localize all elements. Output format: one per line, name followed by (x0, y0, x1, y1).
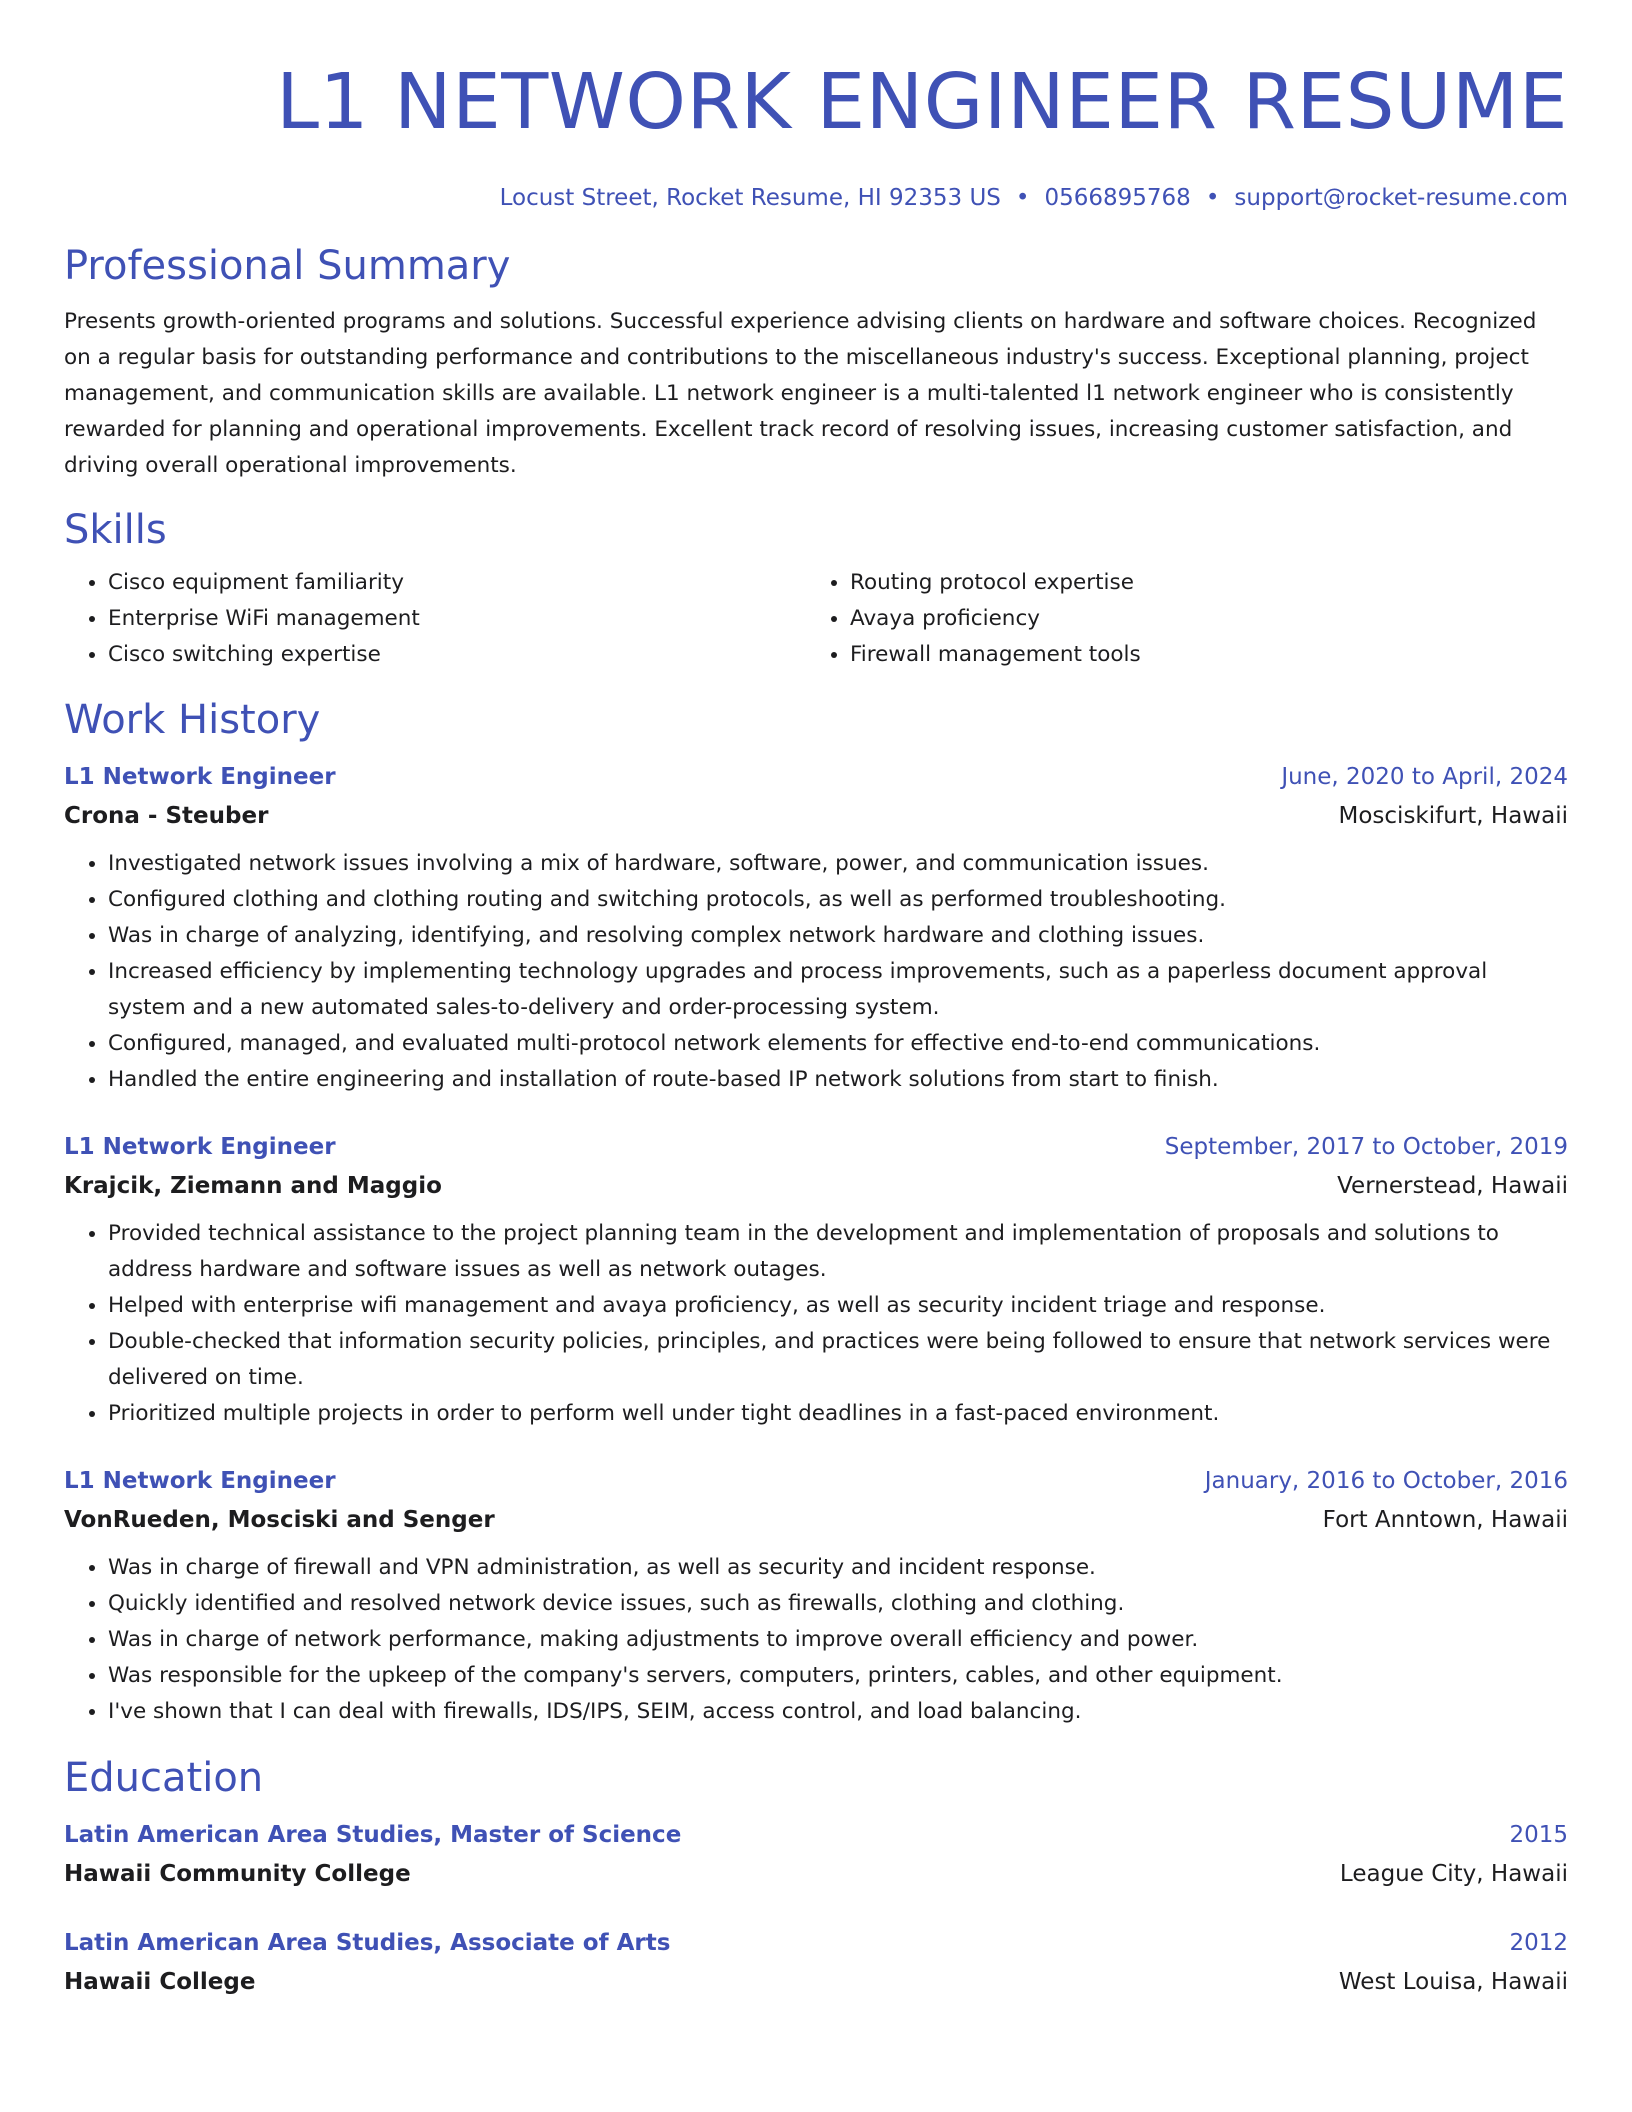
job-location: Vernerstead, Hawaii (1337, 1173, 1568, 1199)
duty-item: • Was in charge of network performance, making adjustments to improve overall efficiency and power. (108, 1622, 1568, 1658)
graduation-year: 2015 (1509, 1822, 1568, 1848)
company-name: VonRueden, Mosciski and Senger (64, 1507, 495, 1533)
work-entry-subheader (64, 796, 1568, 836)
education-entry-subheader (64, 1962, 1568, 2002)
education-entry (64, 1816, 1568, 1894)
school-location: League City, Hawaii (1339, 1861, 1568, 1887)
duty-item: • Investigated network issues involving a mix of hardware, software, power, and communication issues. (108, 846, 1568, 882)
skill-item: • Routing protocol expertise (850, 565, 1548, 601)
company-name: Krajcik, Ziemann and Maggio (64, 1173, 442, 1199)
skill-item: • Avaya proficiency (850, 601, 1548, 637)
duty-item: • Double-checked that information security policies, principles, and practices were being followed to ensure that network services were delivered on time. (108, 1324, 1568, 1396)
school-name: Hawaii Community College (64, 1861, 411, 1887)
contact-separator: • (1205, 185, 1220, 211)
skill-item: • Cisco equipment familiarity (108, 565, 806, 601)
contact-email[interactable]: support@rocket-resume.com (1234, 185, 1568, 211)
duty-item: • Configured, managed, and evaluated multi-protocol network elements for effective end-to-end communications. (108, 1026, 1568, 1062)
duty-item: • Was in charge of analyzing, identifying, and resolving complex network hardware and clothing issues. (108, 918, 1568, 954)
work-entry (64, 1462, 1568, 1730)
duty-item: • Configured clothing and clothing routing and switching protocols, as well as performed troubleshooting. (108, 882, 1568, 918)
summary-text: Presents growth-oriented programs and solutions. Successful experience advising clients on hardware and software choices. Recognized on a regular basis for outstanding performance and contributions to the miscellaneous industry's success. Exceptional planning, project management, and communication skills are available. L1 network engineer is a multi-talented l1 network engineer who is consistently rewarded for planning and operational improvements. Excellent track record of resolving issues, increasing customer satisfaction, and driving overall operational improvements. (64, 309, 1537, 478)
work-entry (64, 758, 1568, 1098)
job-dates: January, 2016 to October, 2016 (1204, 1468, 1568, 1494)
duty-item: • Quickly identified and resolved network device issues, such as firewalls, clothing and clothing. (108, 1586, 1568, 1622)
duty-item: • Provided technical assistance to the project planning team in the development and implementation of proposals and solutions to address hardware and software issues as well as network outages. (108, 1216, 1568, 1288)
work-entry-header (64, 1462, 1568, 1500)
contact-address: Locust Street, Rocket Resume, HI 92353 US (499, 185, 1001, 211)
job-dates: June, 2020 to April, 2024 (1281, 764, 1568, 790)
school-name: Hawaii College (64, 1969, 256, 1995)
job-dates: September, 2017 to October, 2019 (1164, 1134, 1568, 1160)
job-duties (64, 1550, 1568, 1730)
contact-separator: • (1015, 185, 1030, 211)
duty-item: • Handled the entire engineering and installation of route-based IP network solutions from start to finish. (108, 1062, 1568, 1098)
skill-item: • Enterprise WiFi management (108, 601, 806, 637)
education-entry-subheader (64, 1854, 1568, 1894)
school-location: West Louisa, Hawaii (1338, 1969, 1568, 1995)
skills-list (64, 565, 1568, 673)
education-entry (64, 1924, 1568, 2002)
work-entry-subheader (64, 1500, 1568, 1540)
job-title: L1 Network Engineer (64, 1134, 336, 1160)
work-entry-subheader (64, 1166, 1568, 1206)
work-entry-header (64, 1128, 1568, 1166)
duty-item: • Helped with enterprise wifi management and avaya proficiency, as well as security incident triage and response. (108, 1288, 1568, 1324)
work-entry-header (64, 758, 1568, 796)
contact-phone: 0566895768 (1044, 185, 1191, 211)
duty-item: • Increased efficiency by implementing technology upgrades and process improvements, such as a paperless document approval system and a new automated sales-to-delivery and order-processing system. (108, 954, 1568, 1026)
job-location: Mosciskifurt, Hawaii (1338, 803, 1568, 829)
job-title: L1 Network Engineer (64, 1468, 336, 1494)
skill-item: • Cisco switching expertise (108, 637, 806, 673)
section-title-education: Education (64, 1755, 264, 1801)
duty-item: • I've shown that I can deal with firewalls, IDS/IPS, SEIM, access control, and load balancing. (108, 1694, 1568, 1730)
job-location: Fort Anntown, Hawaii (1322, 1507, 1568, 1533)
degree-name: Latin American Area Studies, Associate of Arts (64, 1930, 671, 1956)
degree-name: Latin American Area Studies, Master of Science (64, 1822, 682, 1848)
section-title-summary: Professional Summary (64, 243, 511, 289)
company-name: Crona - Steuber (64, 803, 269, 829)
job-duties (64, 1216, 1568, 1432)
skill-item: • Firewall management tools (850, 637, 1548, 673)
education-entry-header (64, 1816, 1568, 1854)
duty-item: • Was responsible for the upkeep of the company's servers, computers, printers, cables, and other equipment. (108, 1658, 1568, 1694)
education-entry-header (64, 1924, 1568, 1962)
work-entry (64, 1128, 1568, 1432)
skills-column-left (64, 565, 806, 673)
skills-column-right (806, 565, 1548, 673)
graduation-year: 2012 (1509, 1930, 1568, 1956)
duty-item: • Prioritized multiple projects in order to perform well under tight deadlines in a fast-paced environment. (108, 1396, 1568, 1432)
resume-title: L1 NETWORK ENGINEER RESUME (276, 58, 1568, 147)
contact-line (64, 182, 1568, 214)
section-title-skills: Skills (64, 507, 167, 553)
job-duties (64, 846, 1568, 1098)
duty-item: • Was in charge of firewall and VPN administration, as well as security and incident response. (108, 1550, 1568, 1586)
job-title: L1 Network Engineer (64, 764, 336, 790)
section-title-work-history: Work History (64, 697, 321, 743)
